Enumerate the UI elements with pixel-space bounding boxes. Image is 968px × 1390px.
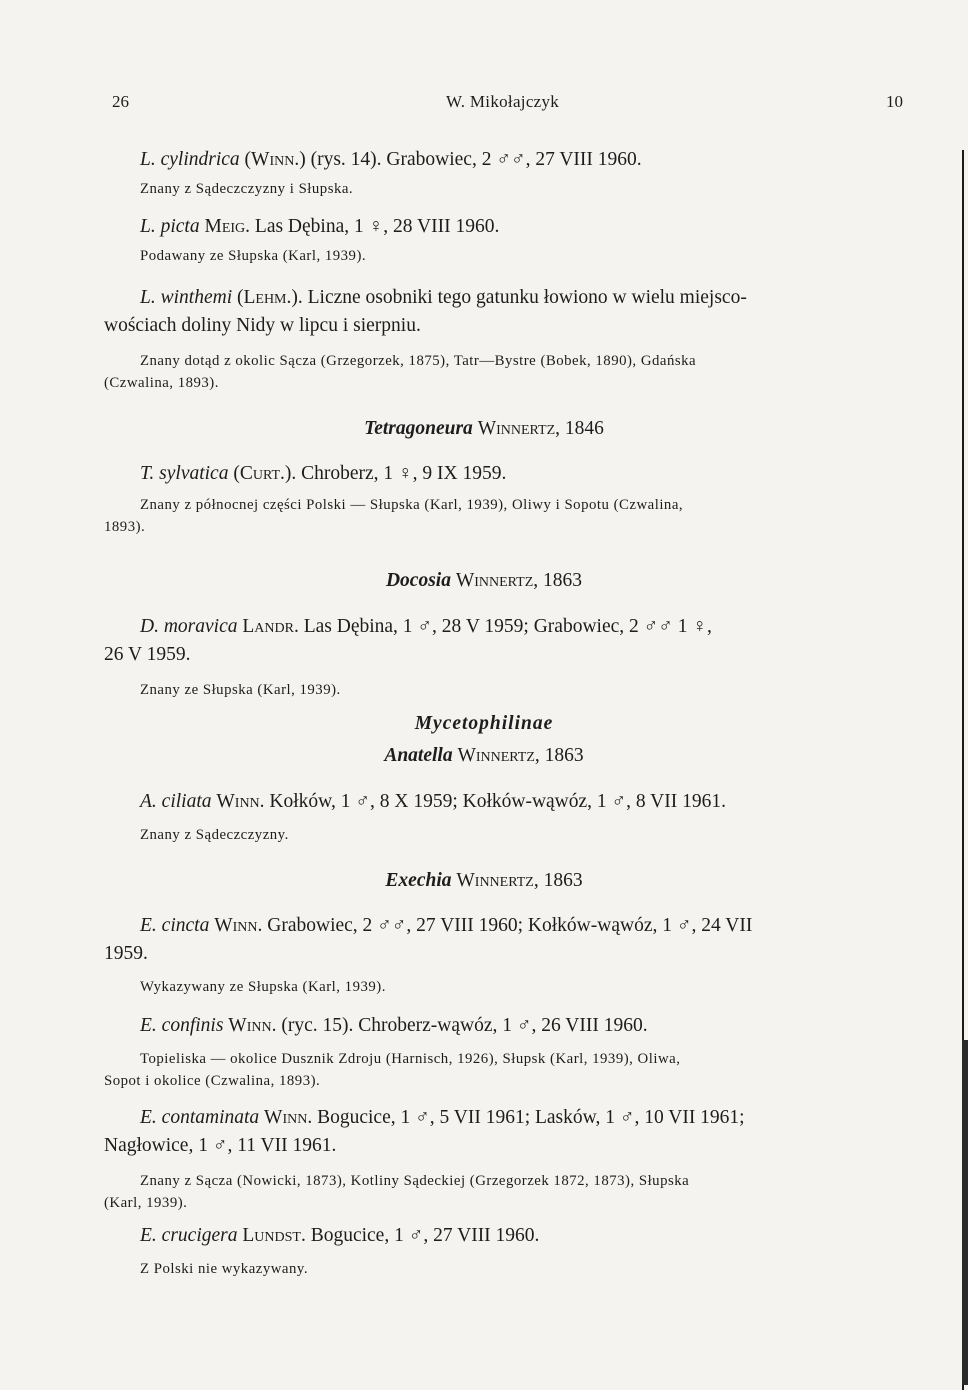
species-name: confinis (161, 1015, 224, 1036)
note: Wykazywany ze Słupska (Karl, 1939). (140, 979, 386, 995)
entry-a-ciliata: A. ciliata Winn. Kołków, 1 ♂, 8 X 1959; Kołków-wąwóz, 1 ♂, 8 VII 1961. Znany z Sądeczczyzny. (104, 788, 904, 846)
note-cont: (Czwalina, 1893). (104, 375, 219, 391)
entry-text: Kołków, 1 ♂, 8 X 1959; Kołków-wąwóz, 1 ♂, 8 VII 1961. (269, 791, 727, 812)
species-author: Winn. (214, 915, 263, 936)
species-name: contaminata (161, 1107, 260, 1128)
entry-d-moravica: D. moravica Landr. Las Dębina, 1 ♂, 28 V 1959; Grabowiec, 2 ♂♂ 1 ♀, 26 V 1959. Znany ze Słupska (Karl, 1939). (104, 613, 904, 701)
species-author: Lundst. (242, 1225, 306, 1246)
genus-heading-anatella: Anatella Winnertz, 1863 (384, 745, 584, 766)
entry-e-cincta: E. cincta Winn. Grabowiec, 2 ♂♂, 27 VIII 1960; Kołków-wąwóz, 1 ♂, 24 VII 1959. Wykazywany ze Słupska (Karl, 1939). (104, 912, 904, 998)
species-name: cylindrica (160, 149, 240, 170)
genus-heading-tetragoneura: Tetragoneura Winnertz, 1846 (364, 418, 604, 439)
entry-l-cylindrica: L. cylindrica (Winn.) (rys. 14). Grabowiec, 2 ♂♂, 27 VIII 1960. Znany z Sądeczczyzny i Słupska. (104, 146, 904, 200)
entry-text: Grabowiec, 2 ♂♂, 27 VIII 1960; Kołków-wąwóz, 1 ♂, 24 VII (267, 915, 753, 936)
note: Topieliska — okolice Dusznik Zdroju (Harnisch, 1926), Słupsk (Karl, 1939), Oliwa, (140, 1051, 681, 1067)
note: Znany z Sądeczczyzny i Słupska. (140, 181, 354, 197)
species-name: cincta (161, 915, 210, 936)
entry-text-cont: Nagłowice, 1 ♂, 11 VII 1961. (104, 1135, 337, 1156)
subfamily-heading: Mycetophilinae (414, 713, 554, 734)
entry-l-winthemi: L. winthemi (Lehm.). Liczne osobniki tego gatunku łowiono w wielu miejsco- wościach doliny Nidy w lipcu i sierpniu. Znany dotąd z okolic Sącza (Grzegorzek, 1875), Tatr—Bystre (Bobek, 1890), Gdańska (Czwalina, 1893). (104, 284, 904, 394)
entry-e-contaminata: E. contaminata Winn. Bogucice, 1 ♂, 5 VII 1961; Lasków, 1 ♂, 10 VII 1961; Nagłowice, 1 ♂, 11 VII 1961. Znany z Sącza (Nowicki, 1873), Kotliny Sądeckiej (Grzegorzek 1872, 1873), Słupska (Karl, 1939). (104, 1104, 904, 1214)
entry-text: Bogucice, 1 ♂, 27 VIII 1960. (310, 1225, 540, 1246)
entry-e-crucigera: E. crucigera Lundst. Bogucice, 1 ♂, 27 VIII 1960. Z Polski nie wykazywany. (104, 1222, 904, 1280)
species-author: Landr. (242, 616, 299, 637)
entry-l-picta: L. picta Meig. Las Dębina, 1 ♀, 28 VIII 1960. Podawany ze Słupska (Karl, 1939). (104, 213, 904, 267)
species-name: crucigera (161, 1225, 238, 1246)
species-author: Winn. (264, 1107, 313, 1128)
entry-text: Chroberz, 1 ♀, 9 IX 1959. (301, 463, 507, 484)
page-number: 26 (112, 92, 129, 111)
genus-heading-docosia: Docosia Winnertz, 1863 (385, 570, 583, 591)
species-author: (Winn.) (244, 149, 306, 170)
entry-text: (rys. 14). Grabowiec, 2 ♂♂, 27 VIII 1960. (310, 149, 642, 170)
species-author: Meig. (204, 216, 251, 237)
running-head-author: W. Mikołajczyk (446, 92, 560, 111)
note: Znany z Sądeczczyzny. (140, 827, 289, 843)
species-author: Winn. (228, 1015, 277, 1036)
entry-text: Liczne osobniki tego gatunku łowiono w wielu miejsco- (307, 287, 747, 308)
species-name: picta (160, 216, 200, 237)
genus-heading-exechia: Exechia Winnertz, 1863 (385, 870, 583, 891)
entry-text: Bogucice, 1 ♂, 5 VII 1961; Lasków, 1 ♂, 10 VII 1961; (317, 1107, 745, 1128)
note-cont: (Karl, 1939). (104, 1195, 188, 1211)
note-cont: 1893). (104, 519, 146, 535)
entry-text-cont: 1959. (104, 943, 148, 964)
entry-text-cont: 26 V 1959. (104, 644, 191, 665)
species-author: Winn. (216, 791, 265, 812)
note: Podawany ze Słupska (Karl, 1939). (140, 248, 367, 264)
entry-text-cont: wościach doliny Nidy w lipcu i sierpniu. (104, 315, 421, 336)
note: Znany ze Słupska (Karl, 1939). (140, 682, 341, 698)
note-cont: Sopot i okolice (Czwalina, 1893). (104, 1073, 321, 1089)
entry-text: Las Dębina, 1 ♂, 28 V 1959; Grabowiec, 2 ♂♂ 1 ♀, (303, 616, 712, 637)
species-name: winthemi (160, 287, 233, 308)
species-name: sylvatica (159, 463, 229, 484)
note: Znany dotąd z okolic Sącza (Grzegorzek, 1875), Tatr—Bystre (Bobek, 1890), Gdańska (140, 353, 697, 369)
species-name: ciliata (161, 791, 212, 812)
entry-text: (ryc. 15). Chroberz-wąwóz, 1 ♂, 26 VIII 1960. (281, 1015, 648, 1036)
note: Z Polski nie wykazywany. (140, 1261, 309, 1277)
entry-t-sylvatica: T. sylvatica (Curt.). Chroberz, 1 ♀, 9 IX 1959. Znany z północnej części Polski — Słupska (Karl, 1939), Oliwy i Sopotu (Czwalina, 1893). (104, 460, 904, 538)
species-author: (Lehm.). (236, 287, 303, 308)
note: Znany z Sącza (Nowicki, 1873), Kotliny Sądeckiej (Grzegorzek 1872, 1873), Słupska (140, 1173, 690, 1189)
section-mark: 10 (886, 92, 903, 111)
note: Znany z północnej części Polski — Słupska (Karl, 1939), Oliwy i Sopotu (Czwalina, (140, 497, 684, 513)
page-edge-shadow (962, 1040, 968, 1385)
entry-e-confinis: E. confinis Winn. (ryc. 15). Chroberz-wąwóz, 1 ♂, 26 VIII 1960. Topieliska — okolice Dusznik Zdroju (Harnisch, 1926), Słupsk (Karl, 1939), Oliwa, Sopot i okolice (Czwalina, 1893). (104, 1012, 904, 1092)
entry-text: Las Dębina, 1 ♀, 28 VIII 1960. (254, 216, 500, 237)
species-name: moravica (163, 616, 238, 637)
species-author: (Curt.). (233, 463, 297, 484)
